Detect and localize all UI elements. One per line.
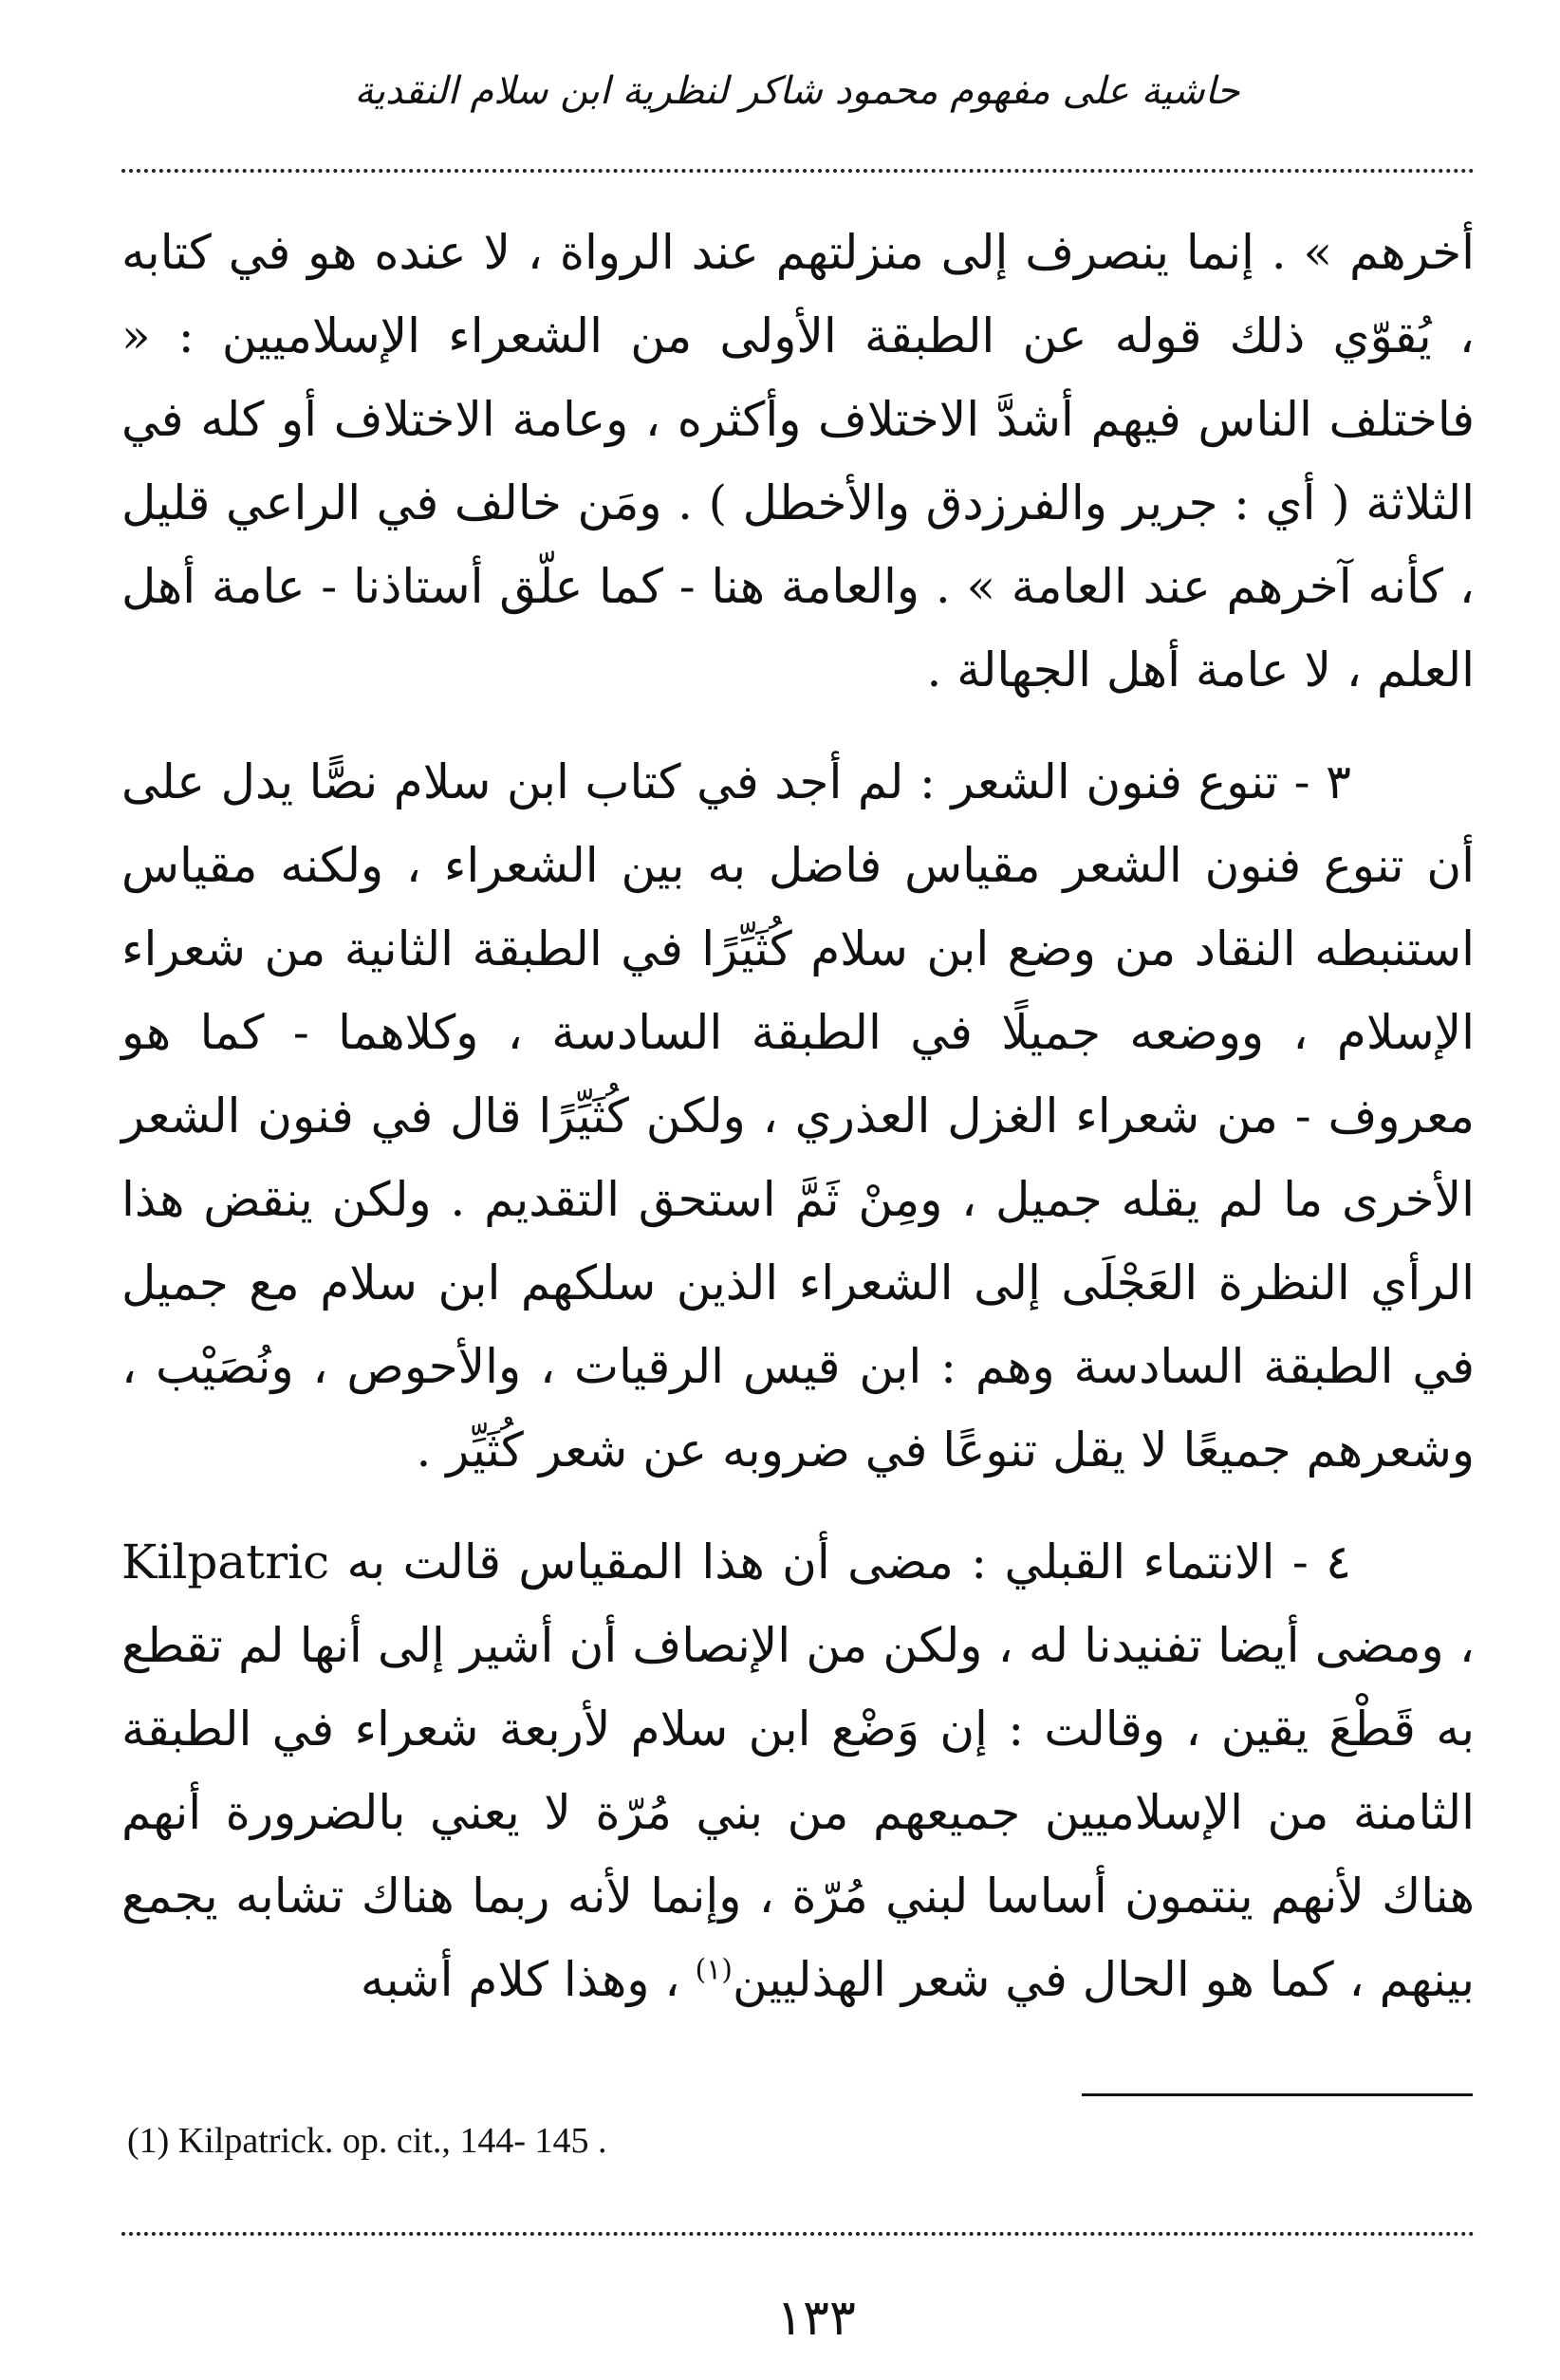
paragraph-3: [121, 1520, 1475, 2021]
paragraph-1: أخرهم » . إنما ينصرف إلى منزلتهم عند الرواة ، لا عنده هو في كتابه ، يُقوّي ذلك قوله عن الطبقة الأولى من الشعراء الإسلاميين : « فاختلف الناس فيهم أشدَّ الاختلاف وأكثره ، وعامة الاختلاف أو كله في الثلاثة ( أي : جرير والفرزدق والأخطل ) . ومَن خالف في الراعي قليل ، كأنه آخرهم عند العامة » . والعامة هنا - كما علّق أستاذنا - عامة أهل العلم ، لا عامة أهل الجهالة .: [121, 225, 1475, 697]
main-text: [121, 211, 1475, 2050]
footnote-marker[interactable]: (١): [695, 1953, 734, 1987]
page-number: ١٣٣: [776, 2290, 856, 2347]
footer-divider: [121, 2232, 1475, 2236]
running-title: حاشية على مفهوم محمود شاكر لنظرية ابن سلام النقدية: [354, 69, 1240, 113]
paragraph-3-text: ٤ - الانتماء القبلي : مضى أن هذا المقياس قالت به Kilpatric ، ومضى أيضا تفنيدنا له ، ولكن من الإنصاف أن أشير إلى أنها لم تقطع به قَطْعَ يقين ، وقالت : إن وَضْع ابن سلام لأربعة شعراء في الطبقة الثامنة من الإسلاميين جميعهم من بني مُرّة لا يعني بالضرورة أنهم هناك لأنهم ينتمون أساسا لبني مُرّة ، وإنما لأنه ربما هناك تشابه يجمع بينهم ، كما هو الحال في شعر الهذليين: [121, 1534, 1475, 2007]
footnote-1: (1) Kilpatrick. op. cit., 144- 145 .: [127, 2121, 607, 2161]
paragraph-3-tail: ، وهذا كلام أشبه: [360, 1952, 696, 2007]
header-divider: [121, 169, 1475, 173]
paragraph-2: ٣ - تنوع فنون الشعر : لم أجد في كتاب ابن سلام نصًّا يدل على أن تنوع فنون الشعر مقياس فاضل به بين الشعراء ، ولكنه مقياس استنبطه النقاد من وضع ابن سلام كُثَيِّرًا في الطبقة الثانية من شعراء الإسلام ، ووضعه جميلًا في الطبقة السادسة ، وكلاهما - كما هو معروف - من شعراء الغزل العذري ، ولكن كُثَيِّرًا قال في فنون الشعر الأخرى ما لم يقله جميل ، ومِنْ ثَمَّ استحق التقديم . ولكن ينقض هذا الرأي النظرة العَجْلَى إلى الشعراء الذين سلكهم ابن سلام مع جميل في الطبقة السادسة وهم : ابن قيس الرقيات ، والأحوص ، ونُصَيْب ، وشعرهم جميعًا لا يقل تنوعًا في ضروبه عن شعر كُثَيِّر .: [121, 754, 1475, 1478]
footnote-separator: [1082, 2093, 1473, 2096]
